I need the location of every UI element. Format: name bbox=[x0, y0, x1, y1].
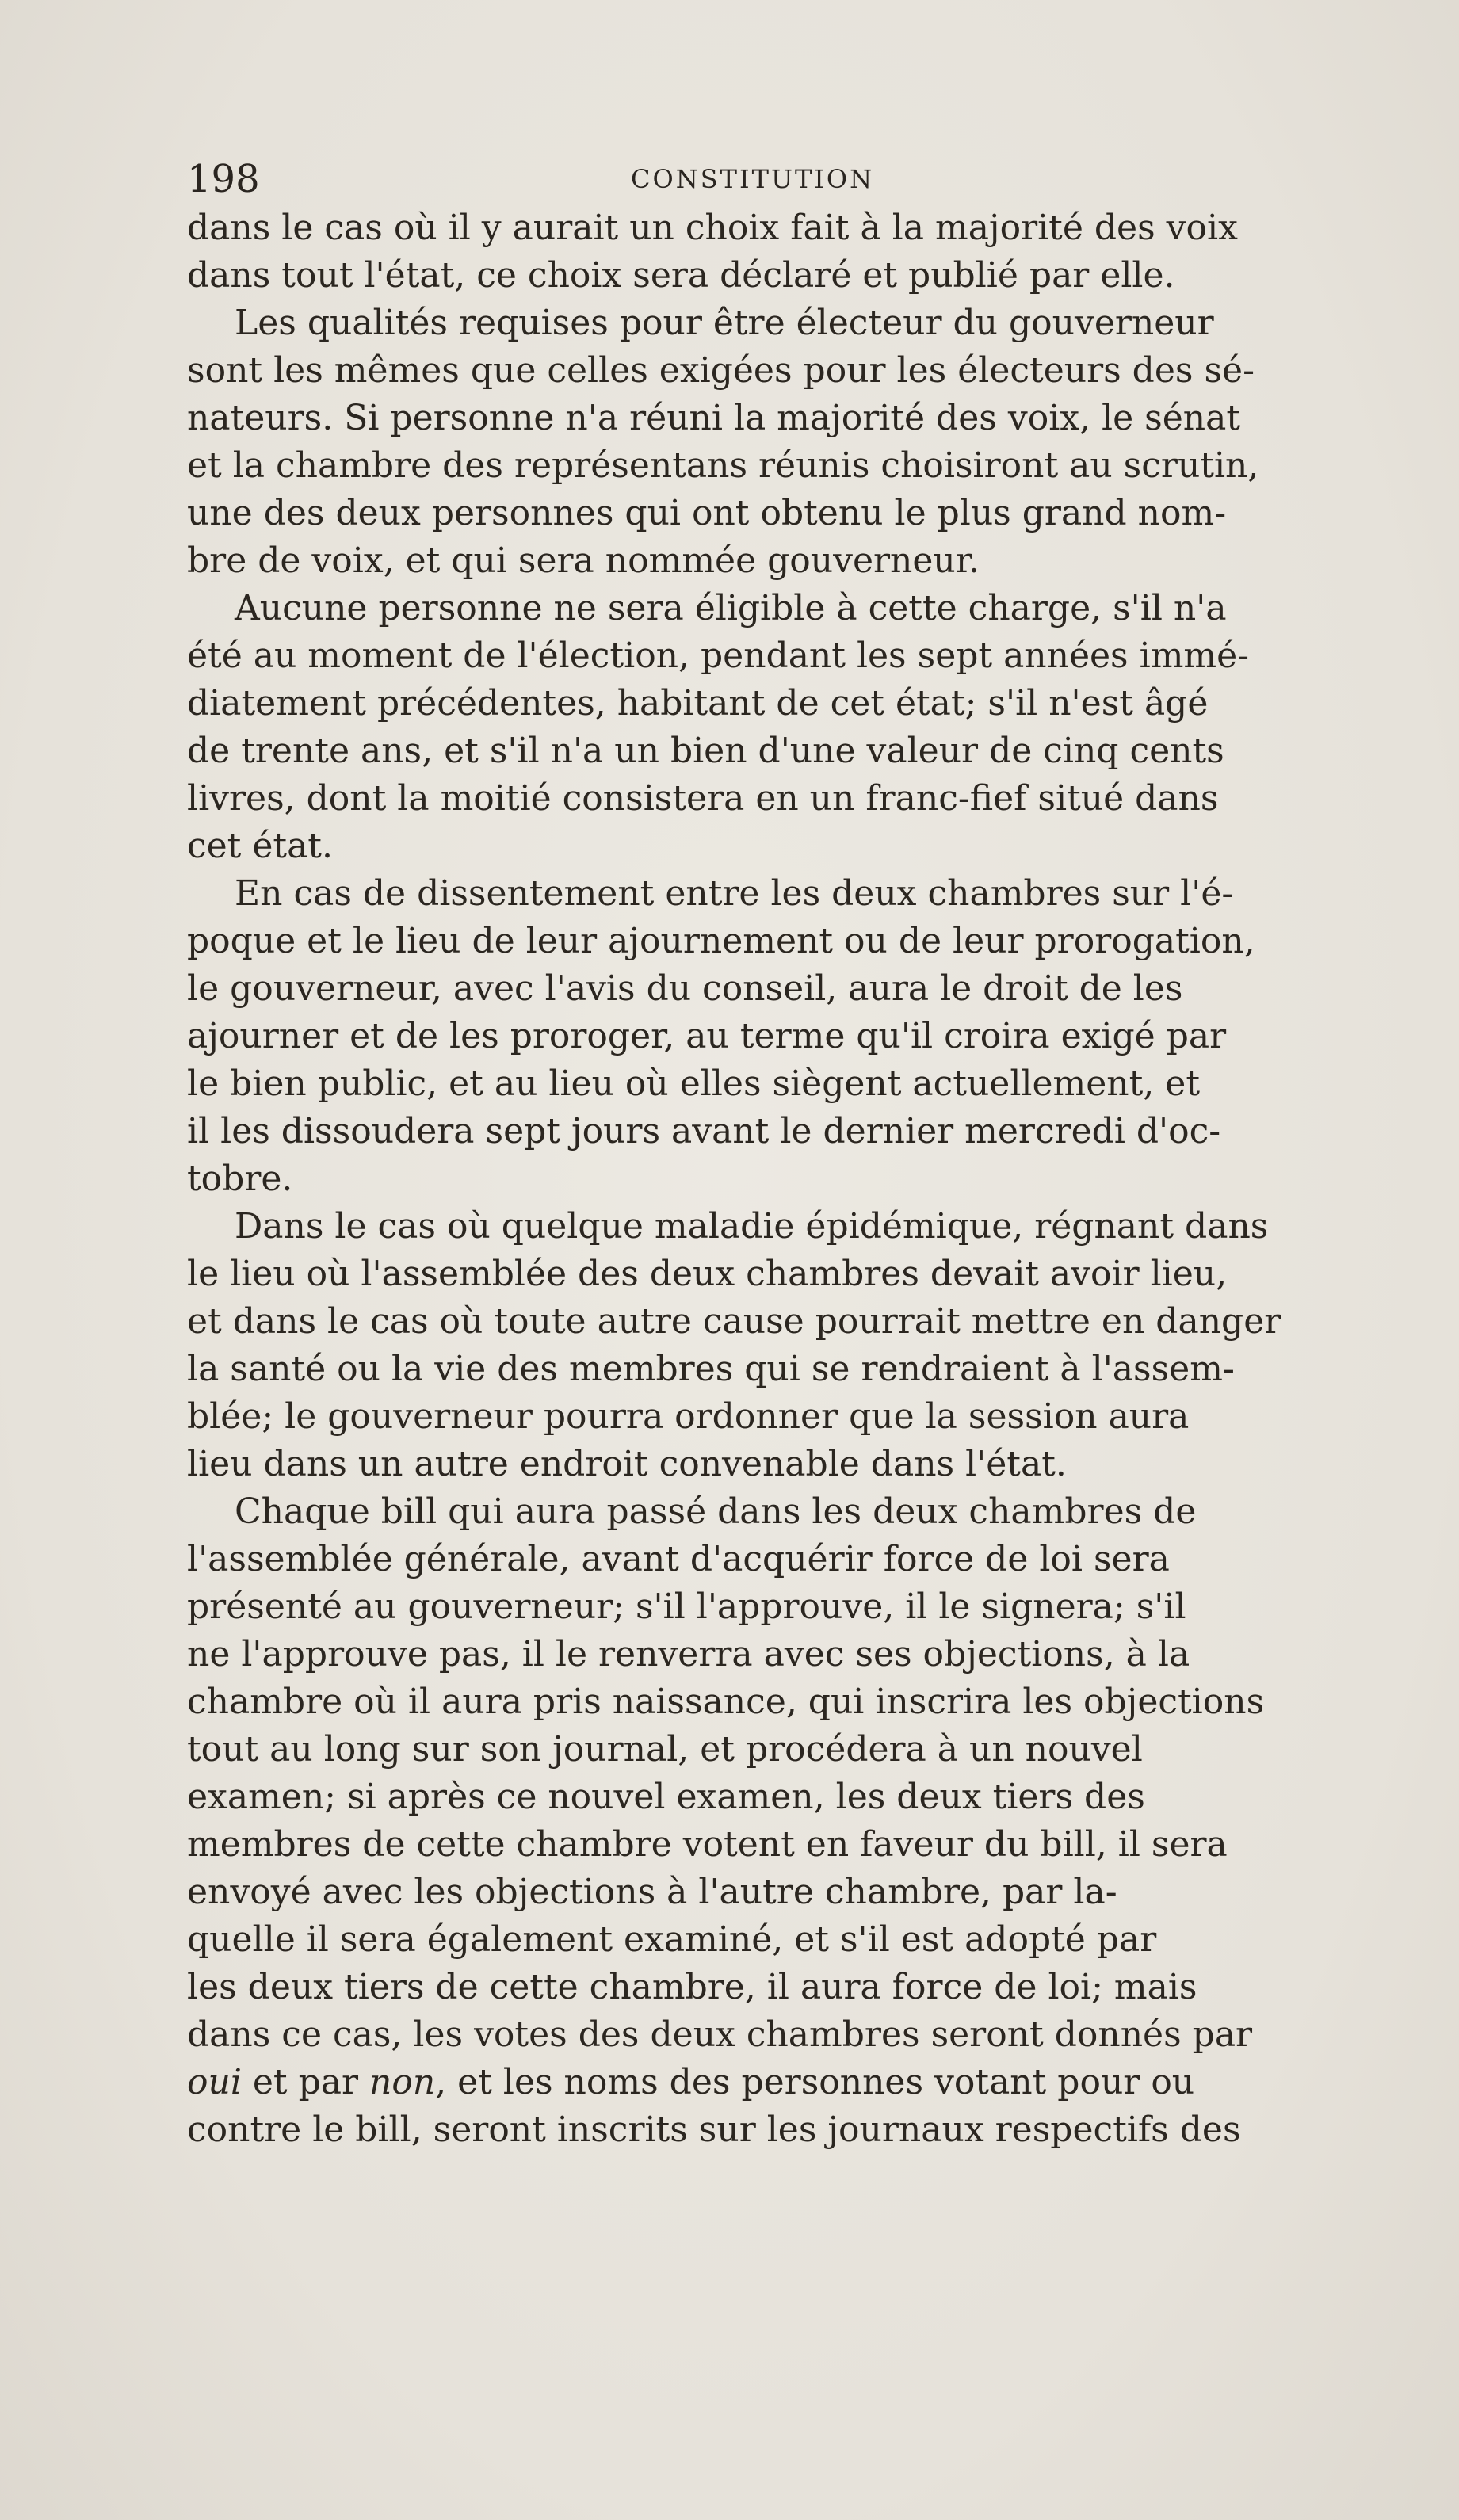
text-line: cet état. bbox=[187, 826, 333, 866]
text-line: de trente ans, et s'il n'a un bien d'une valeur de cinq cents bbox=[187, 731, 1224, 771]
text-line: le lieu où l'assemblée des deux chambres devait avoir lieu, bbox=[187, 1254, 1228, 1294]
text-line: dans tout l'état, ce choix sera déclaré et publié par elle. bbox=[187, 255, 1175, 296]
italic-oui: oui bbox=[187, 2062, 242, 2102]
text-line: tout au long sur son journal, et procédera à un nouvel bbox=[187, 1729, 1143, 1770]
text-fragment: et par bbox=[241, 2062, 370, 2102]
paragraph-bills bbox=[187, 1488, 1352, 2154]
text-line: lieu dans un autre endroit convenable dans l'état. bbox=[187, 1444, 1067, 1484]
text-line: examen; si après ce nouvel examen, les deux tiers des bbox=[187, 1777, 1145, 1817]
text-line: contre le bill, seront inscrits sur les journaux respectifs des bbox=[187, 2110, 1241, 2150]
paragraph-adjournment bbox=[187, 870, 1352, 1203]
paragraph-epidemic bbox=[187, 1203, 1352, 1488]
text-fragment: , et les noms des personnes votant pour ou bbox=[435, 2062, 1195, 2102]
text-line: En cas de dissentement entre les deux chambres sur l'é- bbox=[235, 873, 1234, 914]
paragraph-elector-qualifications bbox=[187, 300, 1352, 585]
italic-non: non bbox=[369, 2062, 436, 2102]
text-line: membres de cette chambre votent en faveur du bill, il sera bbox=[187, 1824, 1228, 1865]
text-line: il les dissoudera sept jours avant le dernier mercredi d'oc- bbox=[187, 1111, 1221, 1151]
text-line: envoyé avec les objections à l'autre chambre, par la- bbox=[187, 1872, 1117, 1912]
text-line: les deux tiers de cette chambre, il aura force de loi; mais bbox=[187, 1967, 1197, 2007]
text-line: la santé ou la vie des membres qui se rendraient à l'assem- bbox=[187, 1349, 1235, 1389]
text-line: Dans le cas où quelque maladie épidémique, régnant dans bbox=[235, 1206, 1269, 1247]
text-line: chambre où il aura pris naissance, qui inscrira les objections bbox=[187, 1682, 1265, 1722]
text-line: nateurs. Si personne n'a réuni la majorité des voix, le sénat bbox=[187, 398, 1241, 438]
page-number: 198 bbox=[187, 157, 260, 201]
text-line: et la chambre des représentans réunis choisiront au scrutin, bbox=[187, 445, 1259, 486]
body-text bbox=[187, 204, 1352, 2154]
text-line: Aucune personne ne sera éligible à cette charge, s'il n'a bbox=[235, 588, 1227, 628]
text-line: tobre. bbox=[187, 1159, 293, 1199]
page-header bbox=[187, 155, 1352, 203]
text-line: le bien public, et au lieu où elles siègent actuellement, et bbox=[187, 1063, 1200, 1104]
text-line: présenté au gouverneur; s'il l'approuve, il le signera; s'il bbox=[187, 1586, 1186, 1627]
text-line: ne l'approuve pas, il le renverra avec ses objections, à la bbox=[187, 1634, 1190, 1674]
text-line: sont les mêmes que celles exigées pour les électeurs des sé- bbox=[187, 350, 1255, 391]
text-line: diatement précédentes, habitant de cet état; s'il n'est âgé bbox=[187, 683, 1209, 724]
text-line: Chaque bill qui aura passé dans les deux chambres de bbox=[235, 1491, 1197, 1532]
text-line: été au moment de l'élection, pendant les sept années immé- bbox=[187, 636, 1250, 676]
text-line: Les qualités requises pour être électeur du gouverneur bbox=[235, 303, 1214, 343]
text-line: quelle il sera également examiné, et s'il est adopté par bbox=[187, 1919, 1157, 1960]
text-line: dans ce cas, les votes des deux chambres seront donnés par bbox=[187, 2014, 1253, 2055]
text-line: livres, dont la moitié consistera en un franc-fief situé dans bbox=[187, 778, 1219, 819]
text-line: blée; le gouverneur pourra ordonner que la session aura bbox=[187, 1396, 1190, 1437]
text-line: poque et le lieu de leur ajournement ou de leur prorogation, bbox=[187, 921, 1255, 961]
text-line: une des deux personnes qui ont obtenu le plus grand nom- bbox=[187, 493, 1227, 533]
running-title: CONSTITUTION bbox=[631, 164, 875, 194]
text-line: bre de voix, et qui sera nommée gouverneur. bbox=[187, 540, 980, 581]
paragraph-continuation bbox=[187, 204, 1352, 300]
text-line: l'assemblée générale, avant d'acquérir force de loi sera bbox=[187, 1539, 1170, 1579]
text-line: le gouverneur, avec l'avis du conseil, aura le droit de les bbox=[187, 968, 1183, 1009]
text-line: et dans le cas où toute autre cause pourrait mettre en danger bbox=[187, 1301, 1281, 1342]
text-line: ajourner et de les proroger, au terme qu'il croira exigé par bbox=[187, 1016, 1227, 1056]
text-line-with-italics bbox=[187, 2059, 1352, 2106]
paragraph-eligibility bbox=[187, 585, 1352, 870]
text-line: dans le cas où il y aurait un choix fait à la majorité des voix bbox=[187, 208, 1238, 248]
